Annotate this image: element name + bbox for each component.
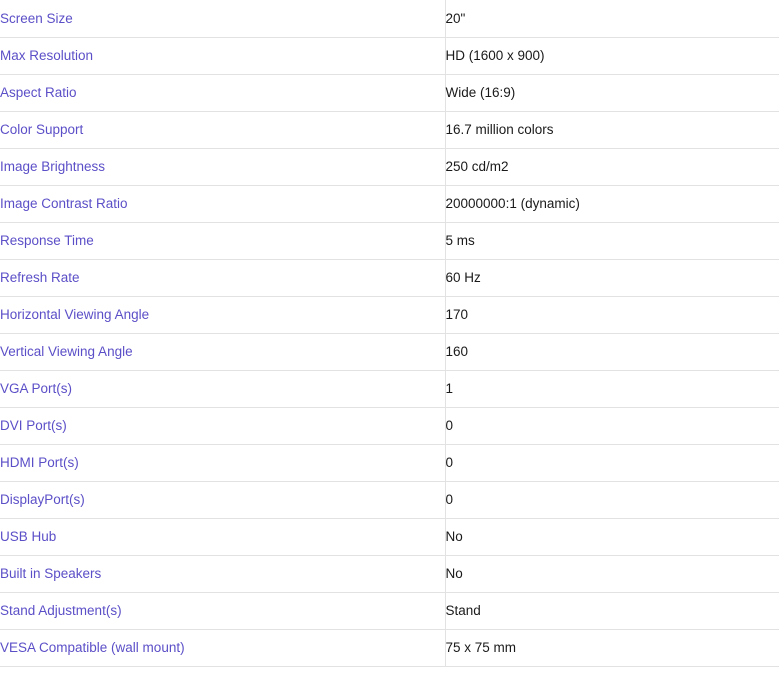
table-row [0,518,779,555]
table-row [0,444,779,481]
spec-label: Built in Speakers [0,555,445,592]
spec-value: 0 [445,492,454,507]
table-row [0,185,779,222]
spec-label: Vertical Viewing Angle [0,333,445,370]
spec-value: 170 [445,307,469,322]
table-row [0,481,779,518]
spec-label: Refresh Rate [0,259,445,296]
spec-value: 20" [445,10,466,26]
spec-value: 160 [445,344,469,359]
spec-value: 20000000:1 (dynamic) [445,196,580,211]
spec-value: 75 x 75 mm [445,640,517,655]
spec-value: No [445,529,463,544]
spec-value: Stand [445,603,481,618]
spec-value: 5 ms [445,233,475,248]
spec-value: 60 Hz [445,270,481,285]
spec-label: Horizontal Viewing Angle [0,296,445,333]
table-row [0,592,779,629]
table-row [0,370,779,407]
spec-label: Aspect Ratio [0,74,445,111]
table-row [0,74,779,111]
spec-label: Color Support [0,111,445,148]
spec-value: 16.7 million colors [445,122,554,137]
table-row [0,259,779,296]
spec-value: No [445,566,463,581]
spec-value: HD (1600 x 900) [445,48,545,63]
spec-label: Max Resolution [0,37,445,74]
spec-label: Stand Adjustment(s) [0,592,445,629]
spec-label: VESA Compatible (wall mount) [0,629,445,666]
spec-label: VGA Port(s) [0,370,445,407]
spec-value: 1 [445,381,454,396]
spec-label: USB Hub [0,518,445,555]
spec-label: DVI Port(s) [0,407,445,444]
table-row [0,407,779,444]
table-row [0,0,779,37]
spec-label: HDMI Port(s) [0,444,445,481]
spec-label: DisplayPort(s) [0,481,445,518]
spec-label: Response Time [0,222,445,259]
table-row [0,148,779,185]
spec-label: Screen Size [0,0,445,37]
table-row [0,222,779,259]
table-row [0,37,779,74]
spec-label: Image Brightness [0,148,445,185]
spec-value: 250 cd/m2 [445,159,509,174]
spec-label: Image Contrast Ratio [0,185,445,222]
table-row [0,111,779,148]
spec-value: 0 [445,455,454,470]
table-row [0,555,779,592]
spec-value: Wide (16:9) [445,85,516,100]
table-row [0,629,779,666]
table-row [0,296,779,333]
spec-value: 0 [445,418,454,433]
table-row [0,333,779,370]
